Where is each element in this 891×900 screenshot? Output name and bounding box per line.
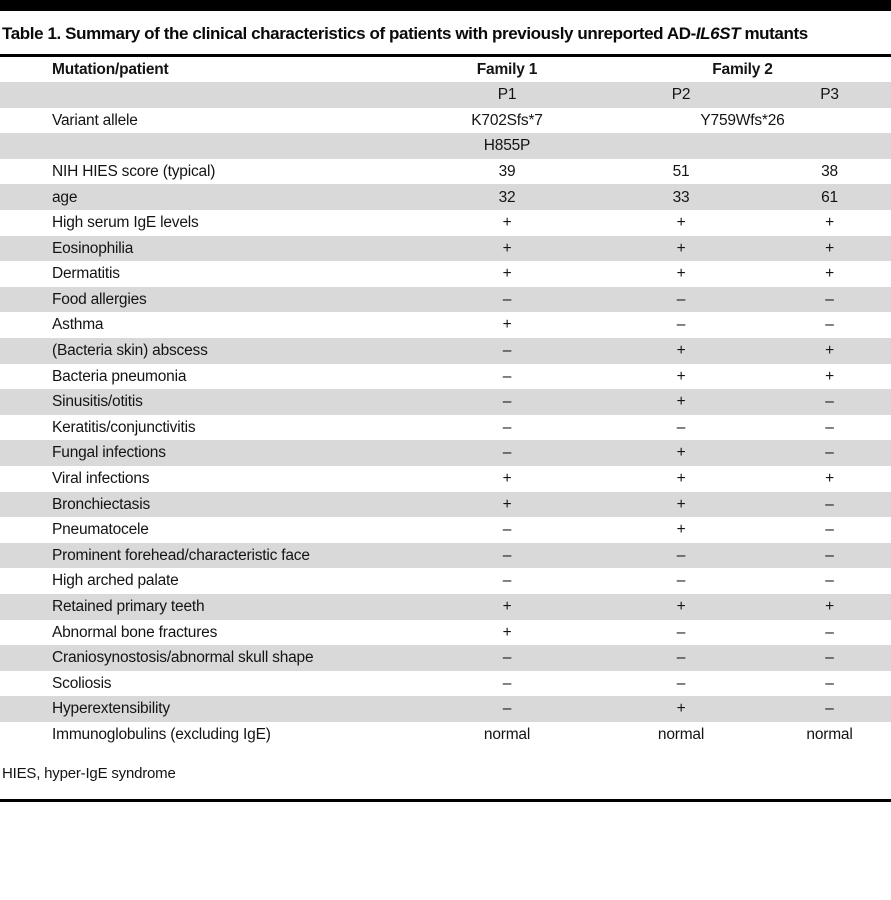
p2-value: +: [676, 470, 686, 488]
column-header-family1: Family 1: [476, 60, 538, 78]
table-row: [0, 620, 891, 646]
p1-value: +: [502, 623, 512, 641]
p1-value: –: [502, 342, 512, 360]
table-row: [0, 492, 891, 518]
p1-value: –: [502, 290, 512, 308]
patient-p3: P3: [820, 86, 839, 104]
table-row: [0, 440, 891, 466]
table-row: [0, 466, 891, 492]
p1-value: +: [502, 316, 512, 334]
table-row: [0, 415, 891, 441]
row-label: High serum IgE levels: [52, 214, 199, 232]
row-label: Immunoglobulins (excluding IgE): [52, 725, 271, 743]
row-label: Abnormal bone fractures: [52, 623, 218, 641]
column-header-family2: Family 2: [712, 60, 773, 78]
title-text-after-gene: mutants: [740, 24, 808, 43]
p2-value: normal: [657, 725, 705, 743]
table-row: [0, 184, 891, 210]
p3-value: +: [825, 342, 834, 360]
footnote: HIES, hyper-IgE syndrome: [2, 764, 176, 782]
p2-value: +: [676, 265, 686, 283]
row-label: Food allergies: [52, 290, 147, 308]
p1-value: –: [502, 393, 512, 411]
row-label: Eosinophilia: [52, 239, 134, 257]
row-label: Scoliosis: [52, 674, 112, 692]
p3-value: 38: [821, 162, 838, 180]
table-row: [0, 338, 891, 364]
table-row: [0, 594, 891, 620]
title-text-before-gene: Table 1. Summary of the clinical characteristics of patients with previously unreported AD-: [2, 24, 696, 43]
row-label: Retained primary teeth: [52, 598, 205, 616]
p3-value: –: [825, 316, 834, 334]
p3-value: +: [825, 239, 834, 257]
patient-p2: P2: [671, 86, 691, 104]
p3-value: –: [825, 546, 834, 564]
p3-value: –: [825, 623, 834, 641]
family2-variant-2: [594, 133, 891, 159]
table-row: [0, 312, 891, 338]
p2-value: +: [676, 214, 686, 232]
column-header-row: [0, 57, 891, 83]
row-label: Craniosynostosis/abnormal skull shape: [52, 649, 314, 667]
row-label: Asthma: [52, 316, 104, 334]
table-row: [0, 645, 891, 671]
family2-variant: Y759Wfs*26: [700, 111, 785, 129]
table-row: [0, 696, 891, 722]
row-label: High arched palate: [52, 572, 179, 590]
row-label: Bronchiectasis: [52, 495, 150, 513]
p2-value: +: [676, 598, 686, 616]
p2-value: –: [676, 290, 686, 308]
p2-value: –: [676, 649, 686, 667]
p2-value: –: [676, 546, 686, 564]
patient-p1: P1: [497, 86, 517, 104]
p1-value: –: [502, 367, 512, 385]
patient-subheader-row: [0, 82, 891, 108]
top-rule: [0, 0, 891, 11]
p1-value: 32: [498, 188, 516, 206]
table-row: [0, 159, 891, 185]
p1-value: –: [502, 674, 512, 692]
p3-value: –: [825, 290, 834, 308]
p2-value: –: [676, 316, 686, 334]
p3-value: +: [825, 470, 834, 488]
p2-value: +: [676, 342, 686, 360]
p3-value: –: [825, 521, 834, 539]
row-label: Viral infections: [52, 470, 150, 488]
row-label: NIH HIES score (typical): [52, 162, 216, 180]
row-label: Hyperextensibility: [52, 700, 170, 718]
p2-value: +: [676, 444, 686, 462]
table-row: [0, 543, 891, 569]
p1-value: –: [502, 649, 512, 667]
p3-value: –: [825, 393, 834, 411]
p2-value: –: [676, 623, 686, 641]
row-label: Prominent forehead/characteristic face: [52, 546, 310, 564]
p1-value: –: [502, 572, 512, 590]
p3-value: +: [825, 598, 834, 616]
p3-value: –: [825, 674, 834, 692]
p1-value: –: [502, 444, 512, 462]
p1-value: –: [502, 700, 512, 718]
p2-value: 51: [672, 162, 690, 180]
table-row: [0, 389, 891, 415]
p2-value: +: [676, 495, 686, 513]
p3-value: –: [825, 700, 834, 718]
p1-value: +: [502, 214, 512, 232]
table-row: [0, 671, 891, 697]
table-row: [0, 287, 891, 313]
p1-value: normal: [483, 725, 531, 743]
p1-value: 39: [498, 162, 516, 180]
family1-variant-2: H855P: [483, 137, 531, 155]
table-title: [2, 20, 862, 48]
row-label: Keratitis/conjunctivitis: [52, 418, 196, 436]
table-row: [0, 364, 891, 390]
row-label: Sinusitis/otitis: [52, 393, 143, 411]
variant-allele-row-2: [0, 133, 891, 159]
p2-value: +: [676, 239, 686, 257]
table-row: [0, 722, 891, 748]
p3-value: –: [825, 649, 834, 667]
row-label: age: [52, 188, 78, 206]
p1-value: –: [502, 521, 512, 539]
bottom-rule: [0, 799, 891, 802]
p2-value: +: [676, 521, 686, 539]
p1-value: –: [502, 418, 512, 436]
p1-value: +: [502, 598, 512, 616]
table-row: [0, 517, 891, 543]
table-row: [0, 568, 891, 594]
p3-value: normal: [806, 725, 853, 743]
p1-value: +: [502, 495, 512, 513]
p1-value: –: [502, 546, 512, 564]
row-label: Pneumatocele: [52, 521, 149, 539]
row-label: Variant allele: [52, 111, 138, 129]
p2-value: +: [676, 700, 686, 718]
p2-value: –: [676, 572, 686, 590]
column-header-label: Mutation/patient: [52, 60, 169, 78]
clinical-characteristics-table: [0, 57, 891, 748]
table-row: [0, 261, 891, 287]
row-label: Fungal infections: [52, 444, 166, 462]
table-row: [0, 236, 891, 262]
p3-value: 61: [821, 188, 838, 206]
p2-value: –: [676, 418, 686, 436]
table-body: [0, 57, 891, 748]
p3-value: –: [825, 444, 834, 462]
p3-value: –: [825, 495, 834, 513]
p2-value: 33: [672, 188, 690, 206]
row-label: [0, 133, 420, 159]
p3-value: +: [825, 367, 834, 385]
p1-value: +: [502, 265, 512, 283]
row-label: (Bacteria skin) abscess: [52, 342, 208, 360]
p1-value: +: [502, 470, 512, 488]
table-row: [0, 210, 891, 236]
variant-allele-row: [0, 108, 891, 134]
p3-value: +: [825, 265, 834, 283]
title-gene-italic: IL6ST: [695, 24, 741, 43]
row-label: Dermatitis: [52, 265, 120, 283]
p1-value: +: [502, 239, 512, 257]
p3-value: +: [825, 214, 834, 232]
p2-value: –: [676, 674, 686, 692]
row-label: Bacteria pneumonia: [52, 367, 187, 385]
p2-value: +: [676, 367, 686, 385]
family1-variant: K702Sfs*7: [471, 111, 543, 129]
p3-value: –: [825, 418, 834, 436]
p2-value: +: [676, 393, 686, 411]
patient-subheader-empty: [0, 82, 420, 108]
p3-value: –: [825, 572, 834, 590]
